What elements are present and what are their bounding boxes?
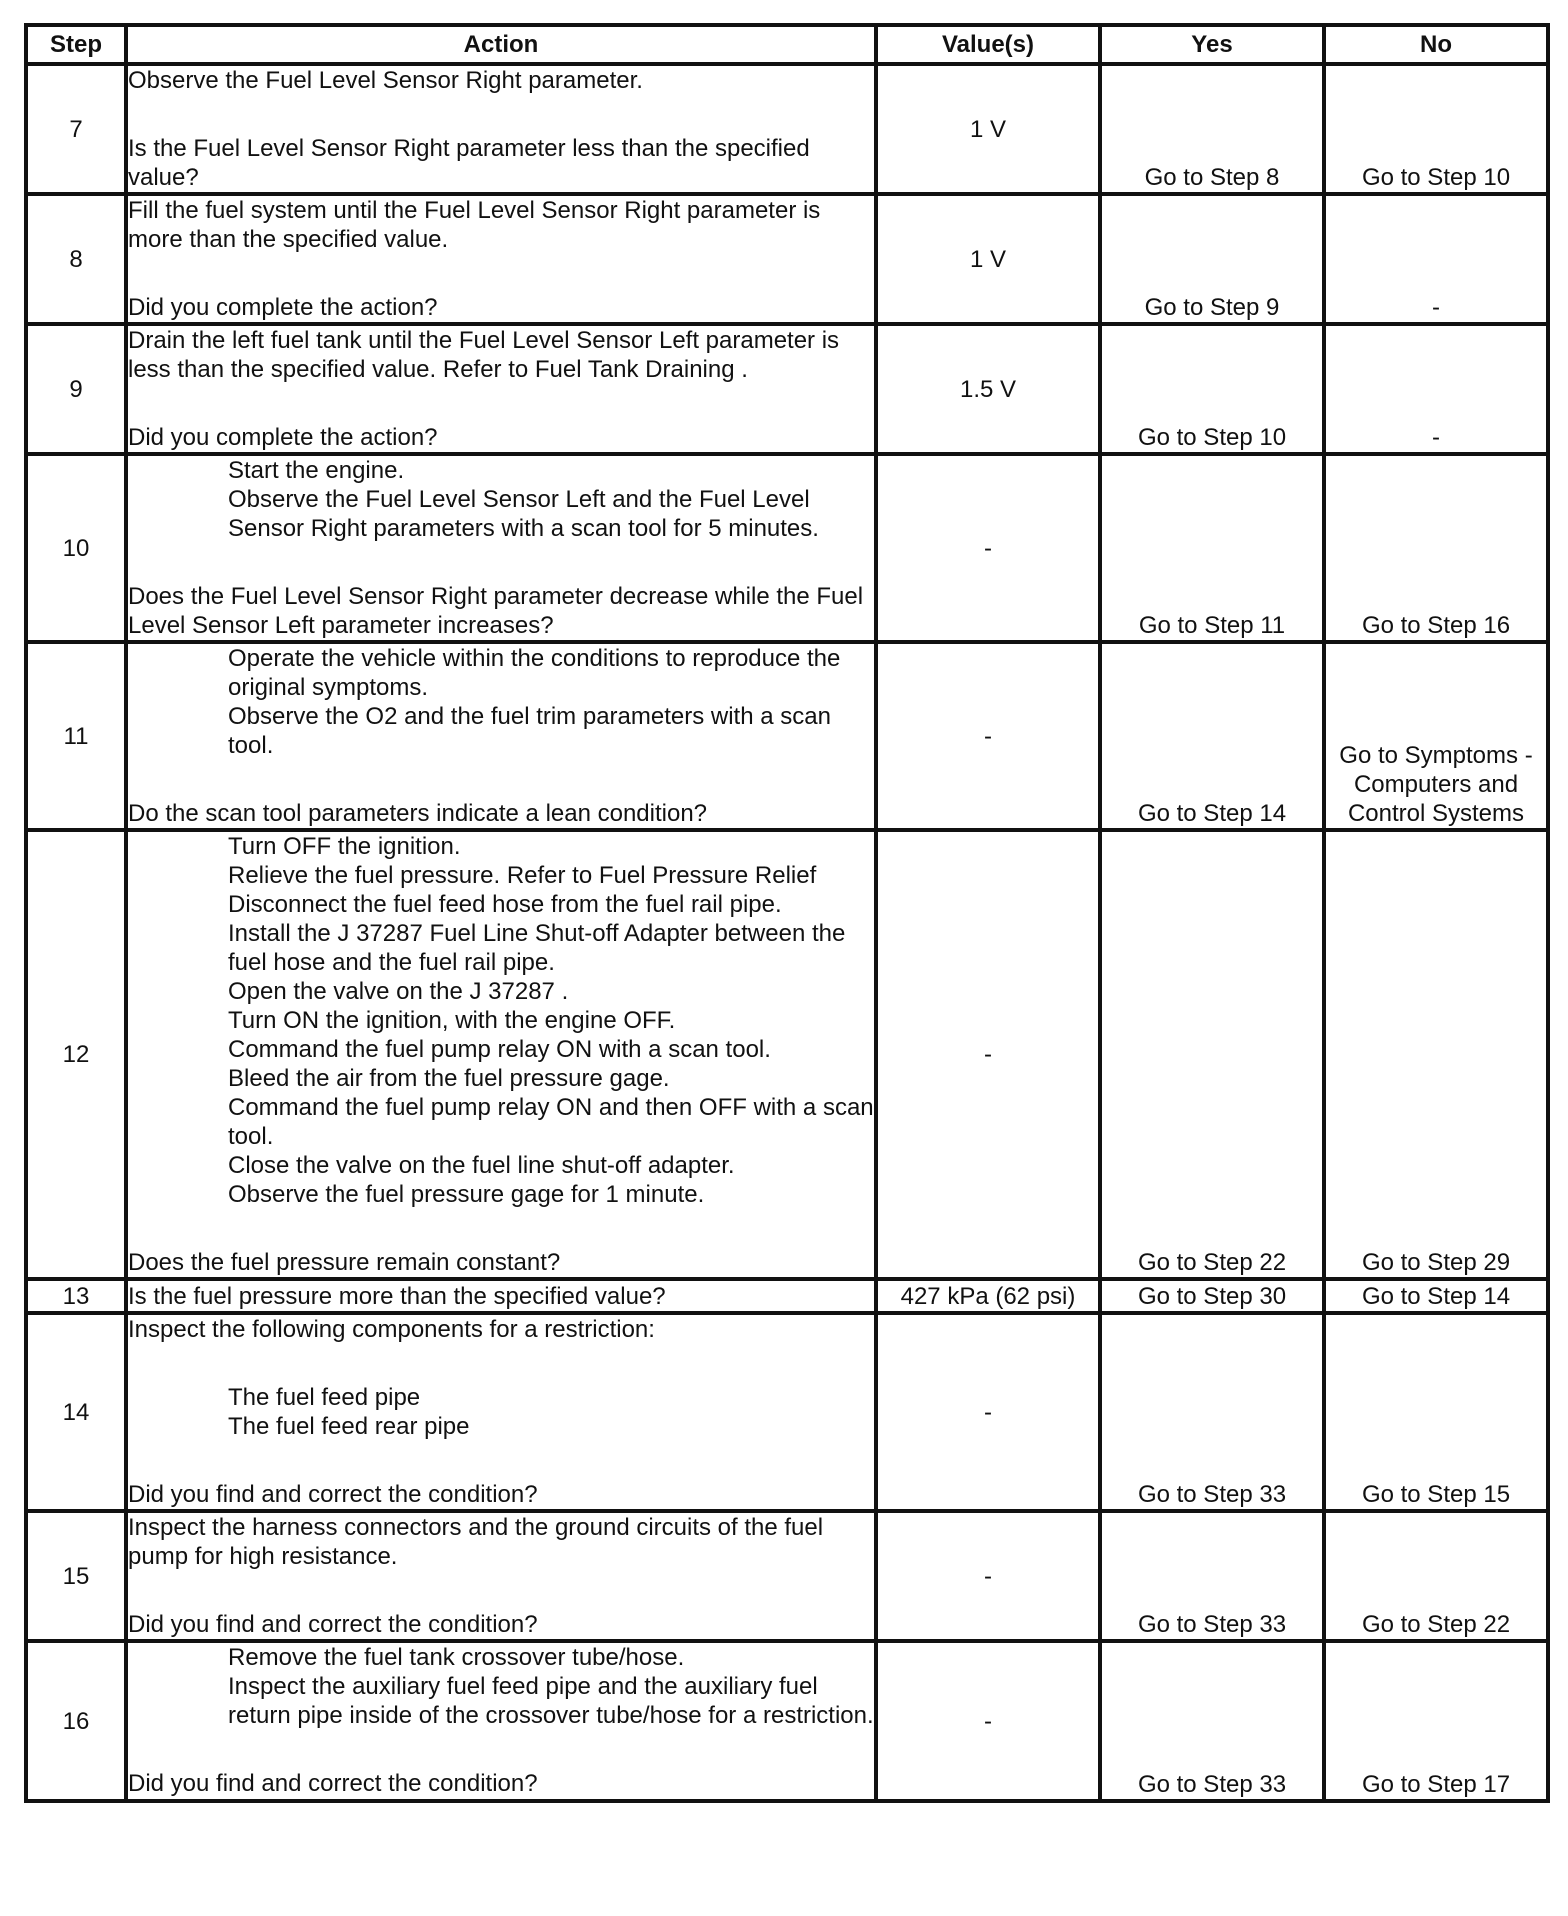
- action-step: Turn OFF the ignition.: [228, 833, 461, 860]
- value-cell: 1.5 V: [876, 324, 1100, 454]
- value-cell: -: [876, 1511, 1100, 1641]
- diagnostic-table: [24, 23, 1550, 1803]
- step-number: 15: [26, 1511, 126, 1641]
- component-list: [128, 1383, 874, 1441]
- action-step: Inspect the auxiliary fuel feed pipe and the auxiliary fuel return pipe inside of the crossover tube/hose for a restriction.: [228, 1673, 874, 1729]
- action-question: Did you complete the action?: [128, 294, 438, 321]
- action-steps: [128, 1643, 874, 1730]
- header-no: No: [1324, 25, 1548, 64]
- action-cell: [126, 194, 876, 324]
- action-text: Inspect the following components for a restriction:: [128, 1316, 655, 1343]
- action-text: Inspect the harness connectors and the ground circuits of the fuel pump for high resistance.: [128, 1514, 824, 1570]
- action-cell: [126, 64, 876, 194]
- action-cell: [126, 1641, 876, 1801]
- value-cell: 1 V: [876, 64, 1100, 194]
- value-cell: -: [876, 642, 1100, 830]
- table-row: [26, 194, 1548, 324]
- action-step: Observe the O2 and the fuel trim parameters with a scan tool.: [228, 703, 831, 759]
- action-text: Observe the Fuel Level Sensor Right parameter.: [128, 67, 643, 94]
- action-text: Fill the fuel system until the Fuel Level Sensor Right parameter is more than the specified value.: [128, 197, 821, 253]
- value-cell: -: [876, 454, 1100, 642]
- table-row: [26, 642, 1548, 830]
- action-step: Observe the Fuel Level Sensor Left and the Fuel Level Sensor Right parameters with a scan tool for 5 minutes.: [228, 486, 819, 542]
- action-question: Is the fuel pressure more than the specified value?: [128, 1282, 666, 1310]
- action-question: Does the fuel pressure remain constant?: [128, 1249, 561, 1276]
- table-row: [26, 64, 1548, 194]
- table-row: [26, 830, 1548, 1279]
- action-step: Close the valve on the fuel line shut-off adapter.: [228, 1152, 735, 1179]
- action-question: Did you find and correct the condition?: [128, 1611, 538, 1638]
- yes-cell: Go to Step 10: [1100, 324, 1324, 454]
- action-text: Drain the left fuel tank until the Fuel Level Sensor Left parameter is less than the specified value. Refer to Fuel Tank Draining .: [128, 327, 840, 383]
- action-steps: [128, 456, 874, 543]
- table-row: [26, 324, 1548, 454]
- action-cell: [126, 1313, 876, 1511]
- action-cell: [126, 1279, 876, 1313]
- action-step: Install the J 37287 Fuel Line Shut-off Adapter between the fuel hose and the fuel rail pipe.: [228, 920, 846, 976]
- action-step: Command the fuel pump relay ON and then OFF with a scan tool.: [228, 1094, 874, 1150]
- yes-cell: Go to Step 14: [1100, 642, 1324, 830]
- no-cell: -: [1324, 194, 1548, 324]
- action-question: Did you find and correct the condition?: [128, 1481, 538, 1508]
- yes-cell: Go to Step 33: [1100, 1313, 1324, 1511]
- action-step: Observe the fuel pressure gage for 1 minute.: [228, 1181, 705, 1208]
- step-number: 12: [26, 830, 126, 1279]
- no-cell: Go to Step 10: [1324, 64, 1548, 194]
- table-row: [26, 1313, 1548, 1511]
- action-step: Command the fuel pump relay ON with a scan tool.: [228, 1036, 771, 1063]
- no-cell: -: [1324, 324, 1548, 454]
- step-number: 8: [26, 194, 126, 324]
- action-cell: [126, 642, 876, 830]
- action-step: Open the valve on the J 37287 .: [228, 978, 569, 1005]
- action-cell: [126, 1511, 876, 1641]
- table-row: [26, 1511, 1548, 1641]
- component-item: The fuel feed rear pipe: [228, 1413, 470, 1440]
- step-number: 7: [26, 64, 126, 194]
- header-action: Action: [126, 25, 876, 64]
- step-number: 16: [26, 1641, 126, 1801]
- action-steps: [128, 644, 874, 760]
- action-question: Is the Fuel Level Sensor Right parameter less than the specified value?: [128, 135, 810, 191]
- no-cell: Go to Step 14: [1324, 1279, 1548, 1313]
- action-step: Bleed the air from the fuel pressure gage.: [228, 1065, 670, 1092]
- action-steps: [128, 832, 874, 1209]
- step-number: 14: [26, 1313, 126, 1511]
- no-cell: Go to Step 16: [1324, 454, 1548, 642]
- header-step: Step: [26, 25, 126, 64]
- action-cell: [126, 454, 876, 642]
- action-step: Disconnect the fuel feed hose from the fuel rail pipe.: [228, 891, 782, 918]
- action-step: Operate the vehicle within the conditions to reproduce the original symptoms.: [228, 645, 841, 701]
- component-item: The fuel feed pipe: [228, 1384, 421, 1411]
- table-row: [26, 1641, 1548, 1801]
- no-cell: Go to Step 15: [1324, 1313, 1548, 1511]
- action-question: Does the Fuel Level Sensor Right parameter decrease while the Fuel Level Sensor Left parameter increases?: [128, 583, 864, 639]
- step-number: 10: [26, 454, 126, 642]
- yes-cell: Go to Step 33: [1100, 1511, 1324, 1641]
- value-cell: 1 V: [876, 194, 1100, 324]
- action-step: Remove the fuel tank crossover tube/hose.: [228, 1644, 685, 1671]
- action-step: Relieve the fuel pressure. Refer to Fuel Pressure Relief: [228, 862, 817, 889]
- table-row: [26, 1279, 1548, 1313]
- action-step: Start the engine.: [228, 457, 405, 484]
- yes-cell: Go to Step 9: [1100, 194, 1324, 324]
- value-cell: -: [876, 1313, 1100, 1511]
- table-row: [26, 454, 1548, 642]
- step-number: 13: [26, 1279, 126, 1313]
- action-cell: [126, 324, 876, 454]
- step-number: 11: [26, 642, 126, 830]
- action-question: Did you find and correct the condition?: [128, 1770, 538, 1797]
- header-values: Value(s): [876, 25, 1100, 64]
- action-cell: [126, 830, 876, 1279]
- action-question: Do the scan tool parameters indicate a lean condition?: [128, 800, 708, 827]
- no-cell: Go to Symptoms - Computers and Control Systems: [1324, 642, 1548, 830]
- no-cell: Go to Step 17: [1324, 1641, 1548, 1801]
- action-step: Turn ON the ignition, with the engine OFF.: [228, 1007, 676, 1034]
- no-cell: Go to Step 22: [1324, 1511, 1548, 1641]
- yes-cell: Go to Step 33: [1100, 1641, 1324, 1801]
- value-cell: -: [876, 1641, 1100, 1801]
- value-cell: -: [876, 830, 1100, 1279]
- step-number: 9: [26, 324, 126, 454]
- action-question: Did you complete the action?: [128, 424, 438, 451]
- yes-cell: Go to Step 11: [1100, 454, 1324, 642]
- header-yes: Yes: [1100, 25, 1324, 64]
- yes-cell: Go to Step 8: [1100, 64, 1324, 194]
- header-row: [26, 25, 1548, 64]
- no-cell: Go to Step 29: [1324, 830, 1548, 1279]
- yes-cell: Go to Step 30: [1100, 1279, 1324, 1313]
- value-cell: 427 kPa (62 psi): [876, 1279, 1100, 1313]
- yes-cell: Go to Step 22: [1100, 830, 1324, 1279]
